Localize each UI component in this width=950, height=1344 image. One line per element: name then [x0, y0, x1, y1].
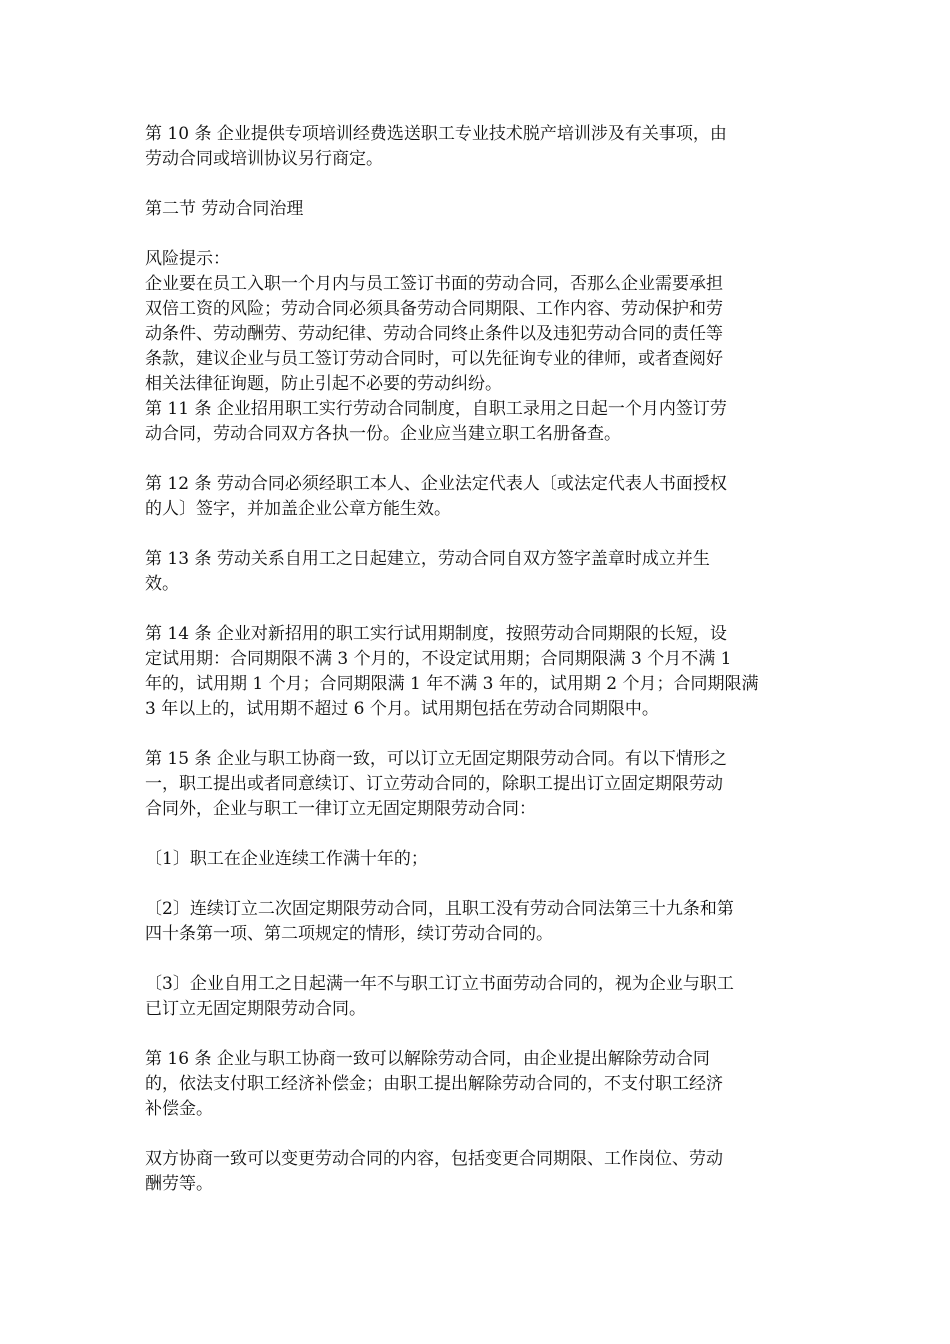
contract-change-paragraph: 双方协商一致可以变更劳动合同的内容，包括变更合同期限、工作岗位、劳动 酬劳等。	[145, 1149, 723, 1194]
article-11-paragraph: 第 11 条 企业招用职工实行劳动合同制度，自职工录用之日起一个月内签订劳 动合同，劳动合同双方各执一份。企业应当建立职工名册备查。	[145, 399, 727, 444]
section-2-heading: 第二节 劳动合同治理	[145, 199, 304, 219]
article-15-item-2: 〔2〕连续订立二次固定期限劳动合同，且职工没有劳动合同法第三十九条和第 四十条第一项、第二项规定的情形，续订劳动合同的。	[145, 899, 734, 944]
article-15-item-1: 〔1〕职工在企业连续工作满十年的；	[145, 849, 428, 869]
risk-notice-paragraph: 风险提示： 企业要在员工入职一个月内与员工签订书面的劳动合同，否那么企业需要承担 双倍工资的风险；劳动合同必须具备劳动合同期限、工作内容、劳动保护和劳 动条件、劳动酬劳、劳动纪律、劳动合同终止条件以及违犯劳动合同的责任等 条款，建议企业与员工签订劳动合同时，可以先征询专业的律师，或者查阅好 相关法律征询题，防止引起不必要的劳动纠纷。	[145, 249, 723, 394]
article-16-paragraph: 第 16 条 企业与职工协商一致可以解除劳动合同，由企业提出解除劳动合同 的，依法支付职工经济补偿金；由职工提出解除劳动合同的，不支付职工经济 补偿金。	[145, 1049, 723, 1119]
article-15-item-3: 〔3〕企业自用工之日起满一年不与职工订立书面劳动合同的，视为企业与职工 已订立无固定期限劳动合同。	[145, 974, 734, 1019]
article-12-paragraph: 第 12 条 劳动合同必须经职工本人、企业法定代表人〔或法定代表人书面授权 的人〕签字，并加盖企业公章方能生效。	[145, 474, 727, 519]
article-14-paragraph: 第 14 条 企业对新招用的职工实行试用期制度，按照劳动合同期限的长短，设 定试用期：合同期限不满 3 个月的，不设定试用期；合同期限满 3 个月不满 1 年的，试用期 1 个月；合同期限满 1 年不满 3 年的，试用期 2 个月；合同期限满 3 年以上的，试用期不超过 6 个月。试用期包括在劳动合同期限中。	[145, 624, 759, 719]
article-10-paragraph: 第 10 条 企业提供专项培训经费选送职工专业技术脱产培训涉及有关事项，由 劳动合同或培训协议另行商定。	[145, 124, 727, 169]
article-13-paragraph: 第 13 条 劳动关系自用工之日起建立，劳动合同自双方签字盖章时成立并生 效。	[145, 549, 710, 594]
article-15-paragraph: 第 15 条 企业与职工协商一致，可以订立无固定期限劳动合同。有以下情形之 一，职工提出或者同意续订、订立劳动合同的，除职工提出订立固定期限劳动 合同外，企业与职工一律订立无固定期限劳动合同：	[145, 749, 727, 819]
document-page	[145, 122, 811, 1222]
